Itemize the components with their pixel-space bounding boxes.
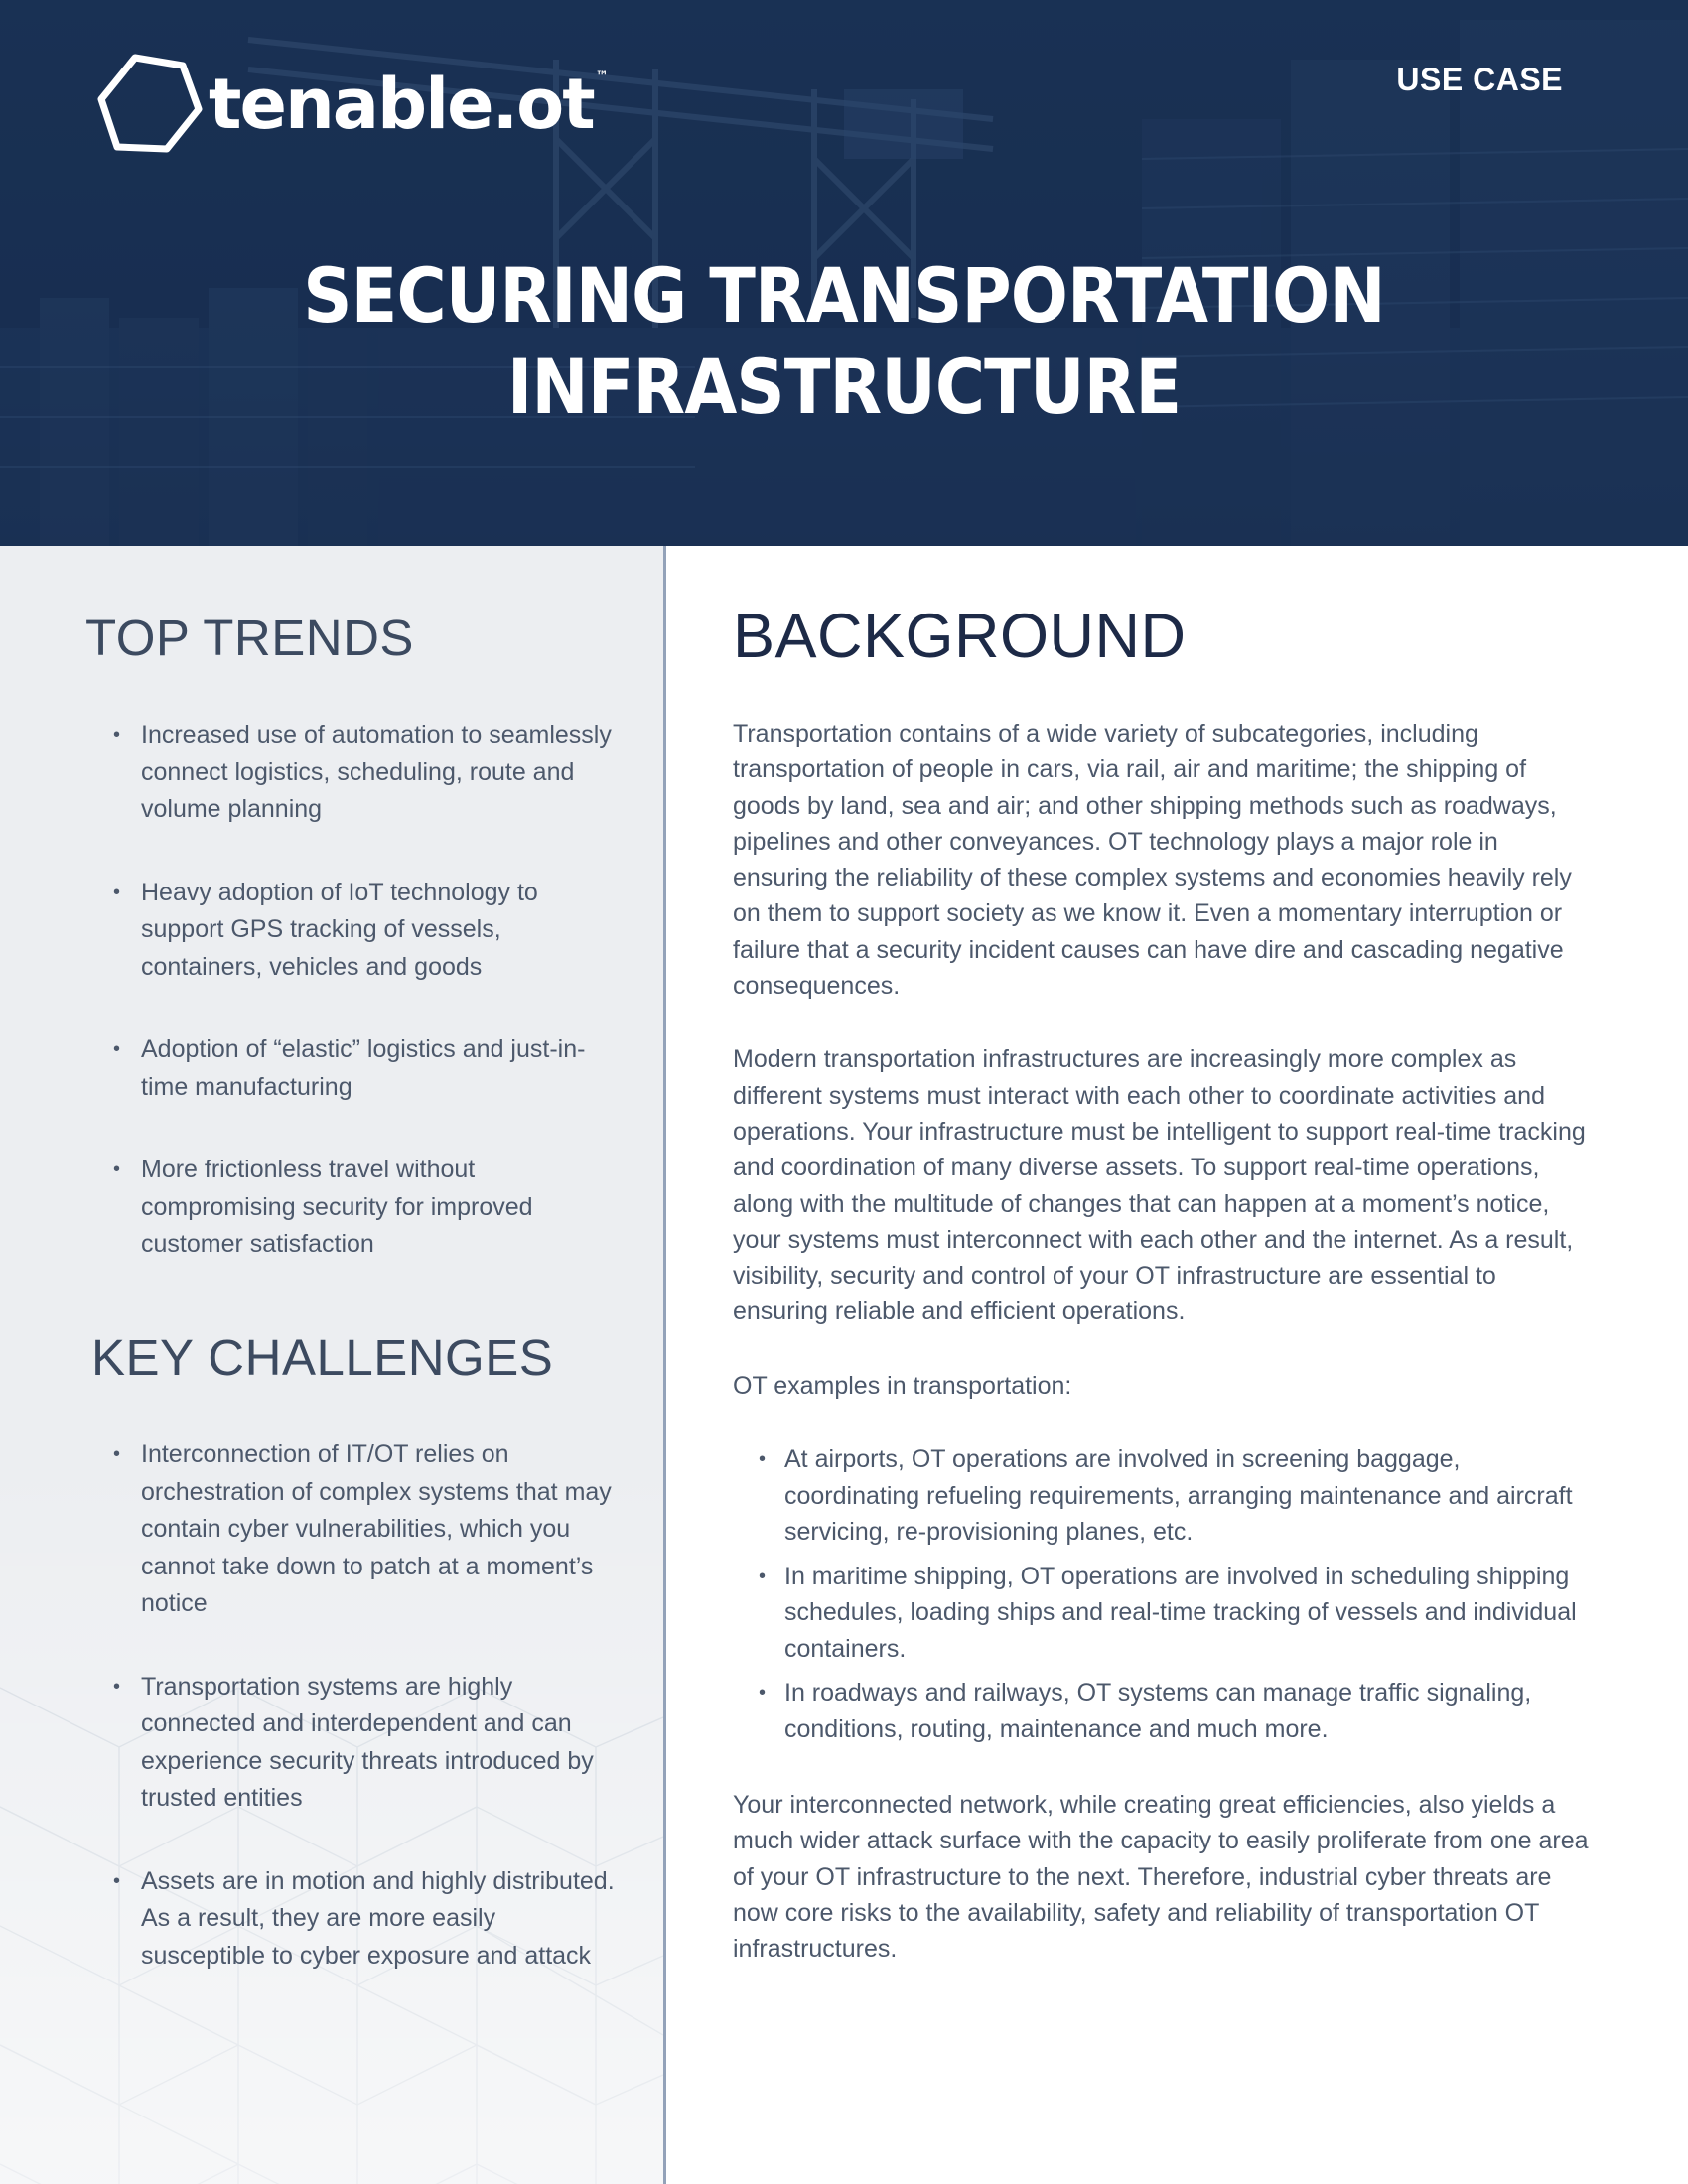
logo-trademark: ™ <box>595 69 609 84</box>
key-challenges-heading: KEY CHALLENGES <box>91 1329 554 1386</box>
tenable-ot-logo <box>95 52 609 157</box>
list-item: • Interconnection of IT/OT relies on orchestration of complex systems that may contain cyber vulnerabilities, which you cannot take down to patch at a moment’s notice <box>109 1436 626 1623</box>
hero-banner <box>0 0 1688 546</box>
top-trends-heading: TOP TRENDS <box>85 610 414 666</box>
column-divider <box>663 546 666 2184</box>
list-item: • Increased use of automation to seamlessly connect logistics, scheduling, route and volume planning <box>109 717 626 829</box>
background-heading: BACKGROUND <box>733 602 1187 671</box>
list-item: • In roadways and railways, OT systems can manage traffic signaling, conditions, routing, maintenance and much more. <box>757 1675 1597 1747</box>
title-line-1: SECURING TRANSPORTATION <box>303 251 1385 340</box>
title-line-2: INFRASTRUCTURE <box>506 342 1182 431</box>
background-paragraph-3: Your interconnected network, while creating great efficiencies, also yields a much wider attack surface with the capacity to easily proliferate from one area of your OT infrastructure to the next. Therefore, industrial cyber threats are now core risks to the availability, safety and reliability of transportation OT infrastructures. <box>733 1791 1589 1964</box>
background-paragraph-1: Transportation contains of a wide variety of subcategories, including transportation of people in cars, via rail, air and maritime; the shipping of goods by land, sea and air; and other shipping methods such as roadways, pipelines and other conveyances. OT technology plays a major role in ensuring the reliability of these complex systems and economies heavily rely on them to support society as we know it. Even a momentary interruption or failure that a security incident causes can have dire and cascading negative consequences. <box>733 720 1572 1001</box>
examples-intro: OT examples in transportation: <box>733 1371 1072 1400</box>
sidebar <box>0 546 663 2184</box>
main-content <box>733 602 1597 2005</box>
page-title <box>84 250 1604 433</box>
examples-list <box>733 1441 1597 1747</box>
list-item: • More frictionless travel without compromising security for improved customer satisfaction <box>109 1152 626 1264</box>
list-item: • Assets are in motion and highly distributed. As a result, they are more easily susceptible to cyber exposure and attack <box>109 1863 626 1976</box>
background-paragraph-2: Modern transportation infrastructures are increasingly more complex as different systems must interact with each other to coordinate activities and operations. Your infrastructure must be intelligent to support real-time tracking and coordination of many diverse assets. To support real-time operations, along with the multitude of changes that can happen at a moment’s notice, your systems must interconnect with each other and the internet. As a result, visibility, security and control of your OT infrastructure are essential to ensuring reliable and efficient operations. <box>733 1045 1586 1326</box>
list-item: • Transportation systems are highly connected and interdependent and can experience security threats introduced by trusted entities <box>109 1669 626 1818</box>
hexagon-logo-icon <box>95 52 203 157</box>
list-item: • Adoption of “elastic” logistics and just-in-time manufacturing <box>109 1031 626 1106</box>
top-trends-list <box>109 717 626 1309</box>
list-item: • Heavy adoption of IoT technology to support GPS tracking of vessels, containers, vehicles and goods <box>109 875 626 987</box>
list-item: • In maritime shipping, OT operations are involved in scheduling shipping schedules, loading ships and real-time tracking of vessels and individual containers. <box>757 1559 1597 1668</box>
key-challenges-list <box>109 1436 626 2020</box>
logo-wordmark: tenable.ot <box>209 64 594 145</box>
list-item: • At airports, OT operations are involved in screening baggage, coordinating refueling requirements, arranging maintenance and aircraft servicing, re-provisioning planes, etc. <box>757 1441 1597 1551</box>
document-type-label: USE CASE <box>1396 62 1563 97</box>
